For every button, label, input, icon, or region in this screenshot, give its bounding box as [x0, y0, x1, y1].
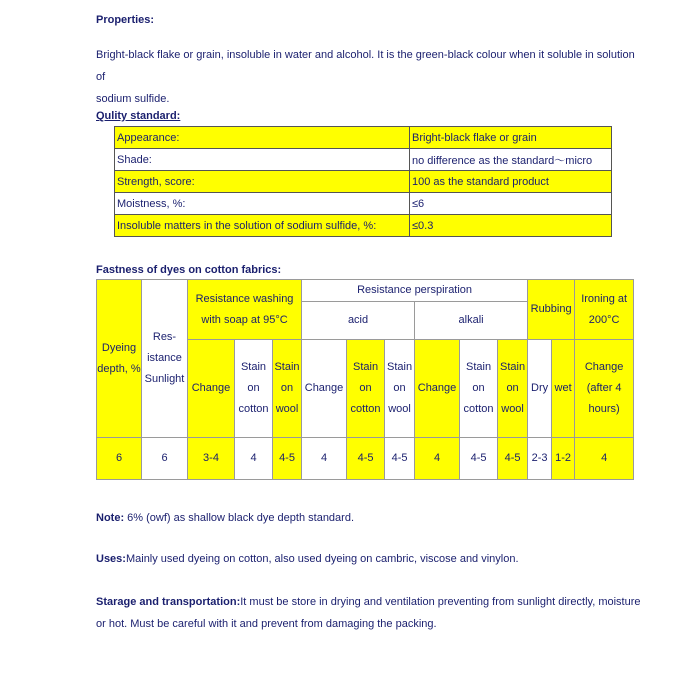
- uses-paragraph: [96, 548, 641, 570]
- quality-heading: Qulity standard:: [96, 110, 181, 122]
- quality-value: ≤0.3: [410, 215, 612, 237]
- acid-stain-wool-header: Stain on wool: [385, 340, 415, 438]
- value-cell: 4-5: [385, 438, 415, 480]
- table-row: [115, 171, 612, 193]
- quality-value: no difference as the standard～micro: [410, 149, 612, 171]
- properties-line-2: sodium sulfide.: [96, 93, 170, 105]
- rub-dry-header: Dry: [528, 340, 552, 438]
- value-cell: 6: [97, 438, 142, 480]
- value-cell: 6: [142, 438, 188, 480]
- quality-label: Insoluble matters in the solution of sodium sulfide, %:: [115, 215, 410, 237]
- quality-value: 100 as the standard product: [410, 171, 612, 193]
- wash-stain-cotton-header: Stain on cotton: [235, 340, 273, 438]
- table-row: [97, 280, 634, 302]
- quality-value: ≤6: [410, 193, 612, 215]
- table-row: [115, 215, 612, 237]
- table-row: [115, 193, 612, 215]
- acid-stain-cotton-header: Stain on cotton: [347, 340, 385, 438]
- ironing-header: Ironing at 200°C: [575, 280, 634, 340]
- fastness-heading: Fastness of dyes on cotton fabrics:: [96, 264, 282, 276]
- alkali-stain-wool-header: Stain on wool: [498, 340, 528, 438]
- sunlight-header: Res- istance Sunlight: [142, 280, 188, 438]
- fastness-table: [96, 279, 634, 480]
- value-cell: 4-5: [460, 438, 498, 480]
- washing-header: Resistance washing with soap at 95°C: [188, 280, 302, 340]
- storage-paragraph: [96, 591, 641, 635]
- wash-change-header: Change: [188, 340, 235, 438]
- properties-line-1: Bright-black flake or grain, insoluble in water and alcohol. It is the green-black colour when it soluble in solution of: [96, 49, 635, 83]
- uses-text: Mainly used dyeing on cotton, also used dyeing on cambric, viscose and vinylon.: [125, 553, 519, 565]
- alkali-change-header: Change: [415, 340, 460, 438]
- table-row: [97, 438, 634, 480]
- quality-label: Shade:: [115, 149, 410, 171]
- table-row: [115, 149, 612, 171]
- rub-wet-header: wet: [552, 340, 575, 438]
- value-cell: 4: [575, 438, 634, 480]
- alkali-header: alkali: [415, 302, 528, 340]
- storage-text-1: It must be store in drying and ventilation preventing from sunlight directly, moisture: [240, 596, 641, 608]
- storage-line-2: or hot. Must be careful with it and prevent from damaging the packing.: [96, 618, 437, 630]
- uses-label: Uses:: [96, 553, 126, 565]
- ironing-change-header: Change (after 4 hours): [575, 340, 634, 438]
- value-cell: 2-3: [528, 438, 552, 480]
- value-cell: 4-5: [498, 438, 528, 480]
- quality-value: Bright-black flake or grain: [410, 127, 612, 149]
- note-paragraph: [96, 507, 641, 529]
- properties-text: [96, 44, 641, 110]
- storage-label: Starage and transportation:: [96, 596, 241, 608]
- quality-label: Strength, score:: [115, 171, 410, 193]
- value-cell: 4: [235, 438, 273, 480]
- acid-change-header: Change: [302, 340, 347, 438]
- value-cell: 4-5: [347, 438, 385, 480]
- value-cell: 3-4: [188, 438, 235, 480]
- value-cell: 4: [302, 438, 347, 480]
- wash-stain-wool-header: Stain on wool: [273, 340, 302, 438]
- value-cell: 1-2: [552, 438, 575, 480]
- properties-heading: Properties:: [96, 14, 155, 26]
- quality-table: [114, 126, 612, 237]
- acid-header: acid: [302, 302, 415, 340]
- note-label: Note:: [96, 512, 125, 524]
- rubbing-header: Rubbing: [528, 280, 575, 340]
- storage-line-1: [96, 591, 641, 613]
- value-cell: 4: [415, 438, 460, 480]
- perspiration-header: Resistance perspiration: [302, 280, 528, 302]
- value-cell: 4-5: [273, 438, 302, 480]
- dyeing-depth-header: Dyeing depth, %: [97, 280, 142, 438]
- alkali-stain-cotton-header: Stain on cotton: [460, 340, 498, 438]
- quality-label: Moistness, %:: [115, 193, 410, 215]
- quality-label: Appearance:: [115, 127, 410, 149]
- note-text: 6% (owf) as shallow black dye depth standard.: [124, 512, 355, 524]
- table-row: [115, 127, 612, 149]
